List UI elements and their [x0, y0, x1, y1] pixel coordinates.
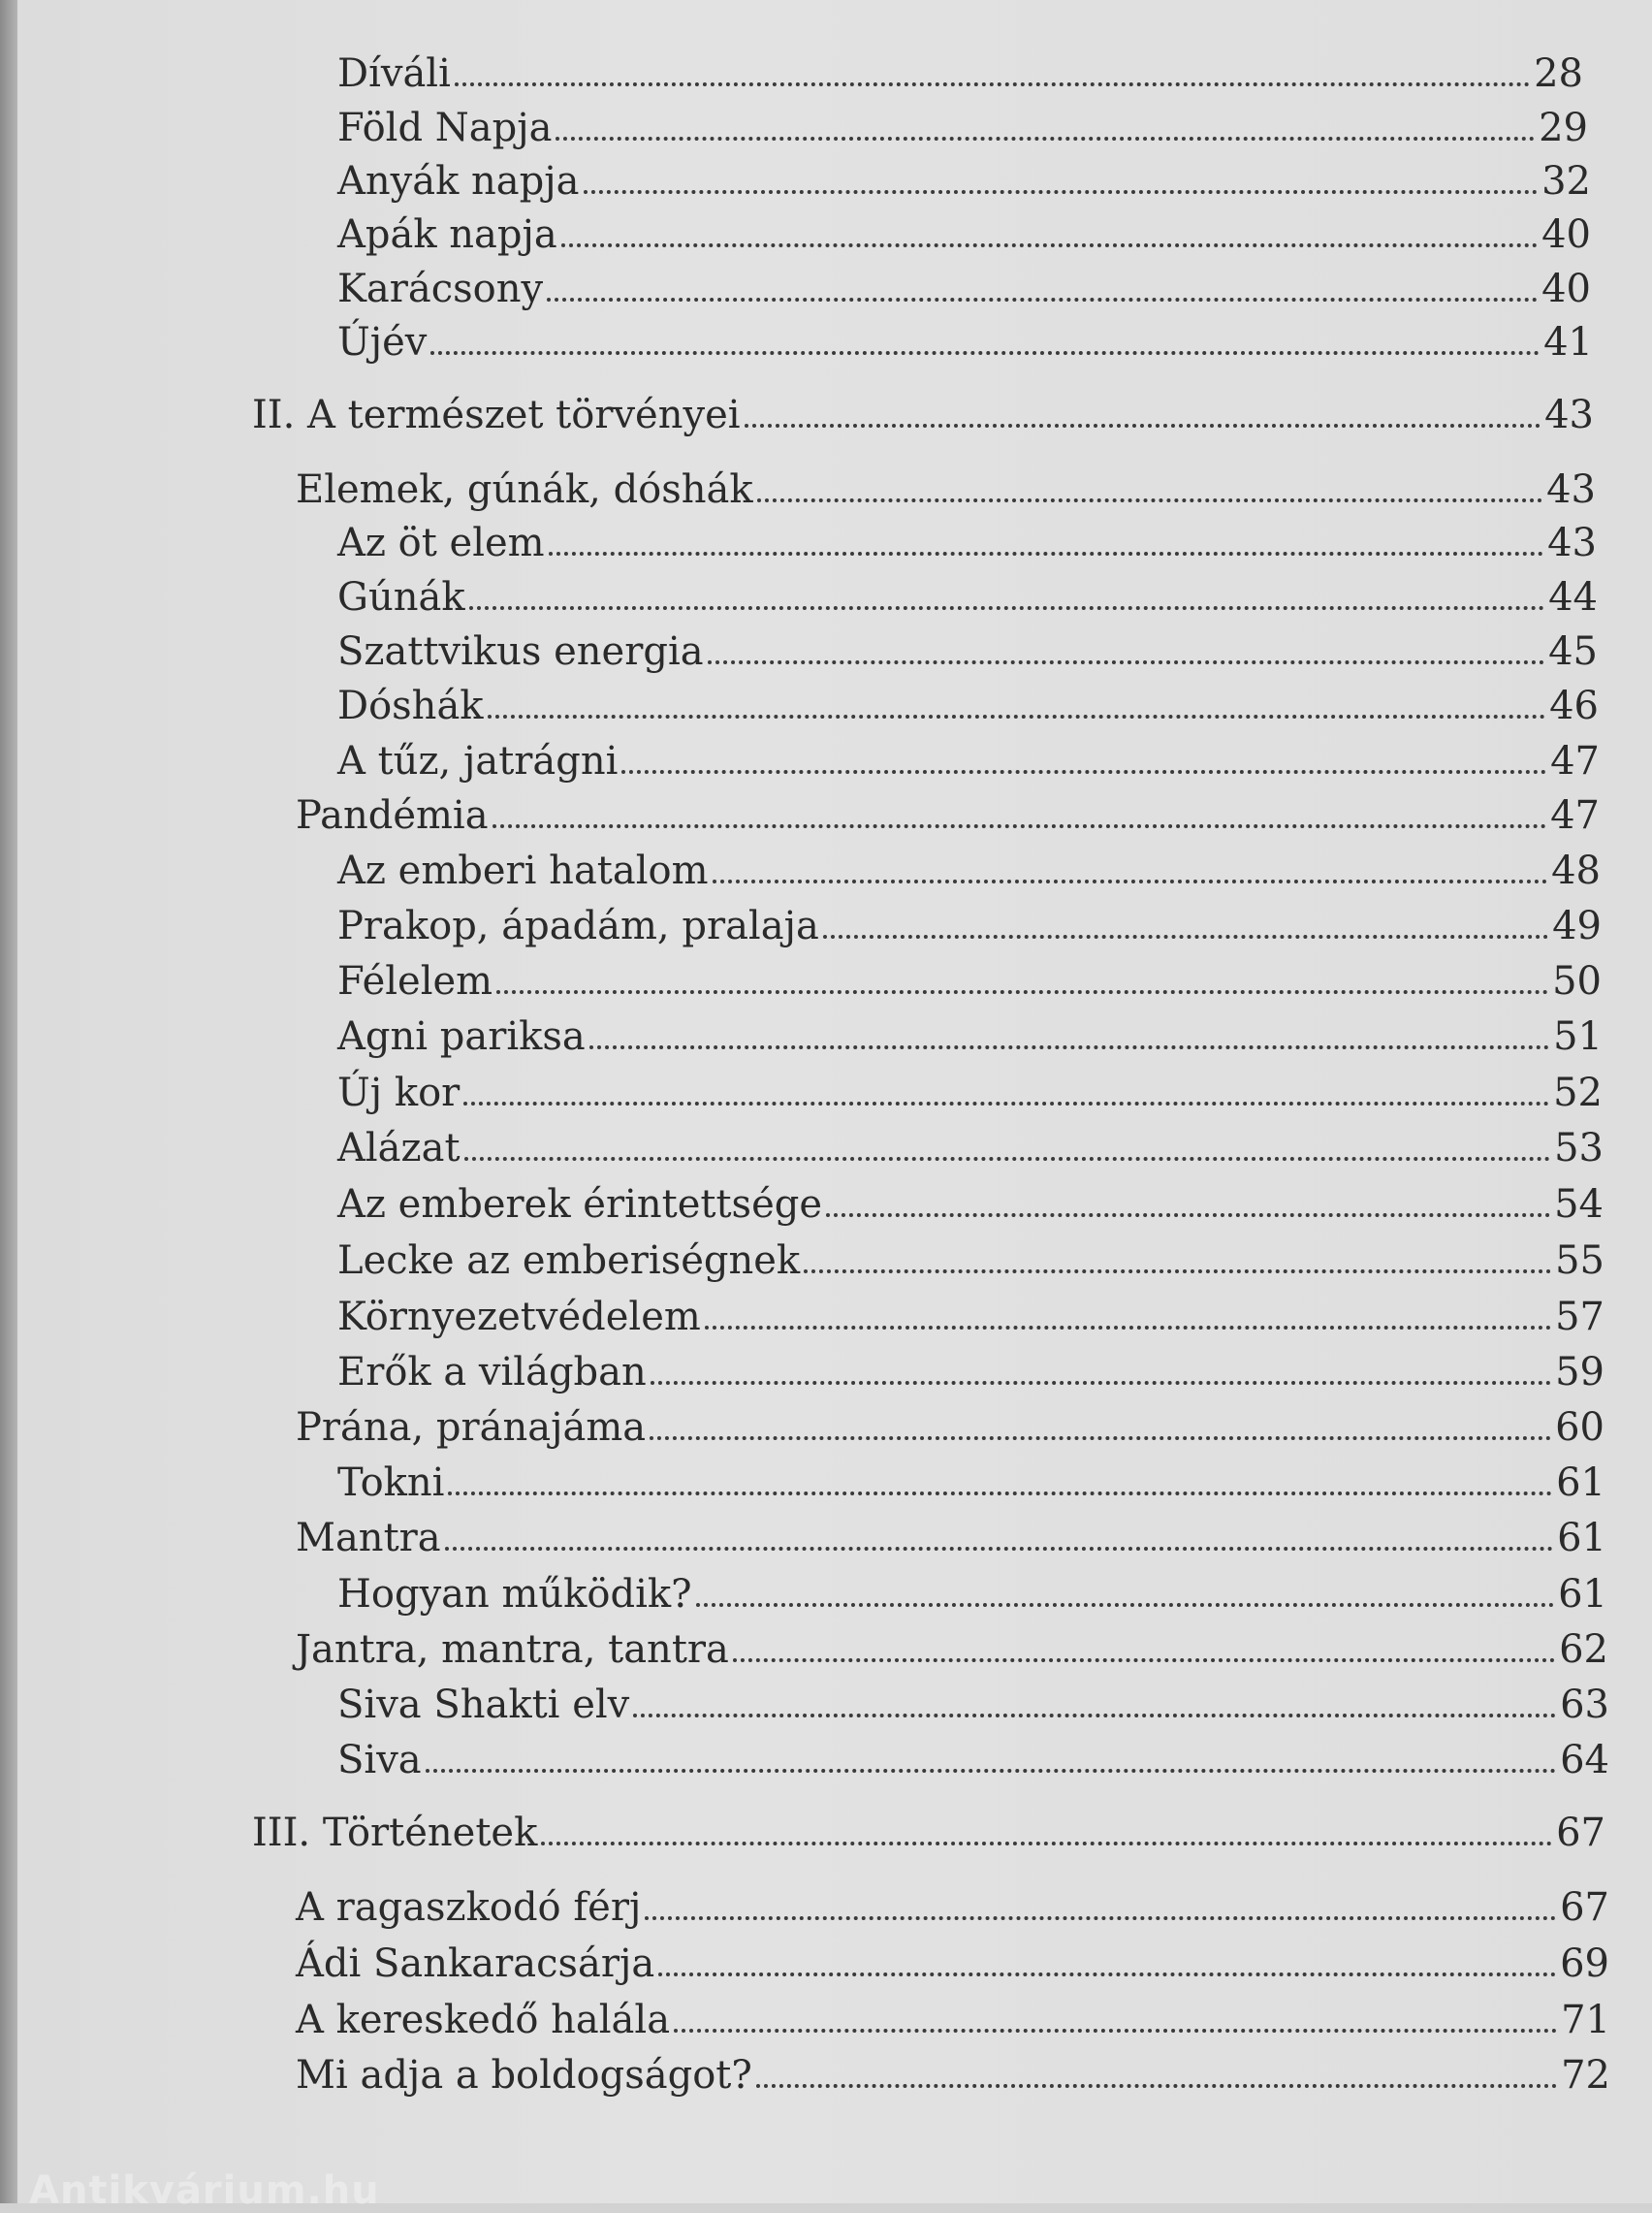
toc-chapter[interactable]: [252, 392, 1594, 438]
toc-entry-title: Föld Napja: [337, 106, 553, 150]
toc-entry[interactable]: [337, 1682, 1609, 1728]
toc-section[interactable]: [296, 1940, 1609, 1987]
toc-entry[interactable]: [337, 574, 1598, 621]
toc-entry-page: 72: [1561, 2053, 1610, 2098]
toc-entry-title: Siva: [337, 1738, 422, 1782]
toc-entry-page: 67: [1556, 1811, 1605, 1855]
dot-leader: [549, 552, 1543, 556]
toc-entry-title: Szattvikus energia: [337, 629, 704, 674]
dot-leader: [823, 935, 1548, 939]
dot-leader: [426, 1769, 1556, 1773]
toc-section[interactable]: [296, 1515, 1606, 1561]
toc-entry-page: 32: [1541, 159, 1591, 204]
toc-entry[interactable]: [337, 958, 1602, 1005]
toc-entry-title: Díváli: [337, 51, 451, 96]
toc-entry-title: Dóshák: [337, 684, 484, 728]
toc-entry-page: 29: [1539, 106, 1588, 150]
toc-section[interactable]: [296, 792, 1600, 839]
dot-leader: [804, 1269, 1551, 1273]
dot-leader: [756, 2084, 1557, 2088]
toc-entry[interactable]: [337, 628, 1598, 675]
toc-entry-title: Siva Shakti elv: [337, 1683, 630, 1727]
toc-entry[interactable]: [337, 738, 1600, 785]
toc-entry[interactable]: [337, 1349, 1604, 1395]
dot-leader: [496, 990, 1548, 994]
toc-entry-title: Anyák napja: [337, 159, 580, 204]
dot-leader: [658, 1972, 1556, 1976]
toc-entry-title: A tűz, jatrágni: [337, 739, 619, 784]
dot-leader: [445, 1547, 1553, 1551]
dot-leader: [430, 351, 1540, 355]
toc-entry-page: 51: [1553, 1014, 1603, 1059]
dot-leader: [826, 1213, 1550, 1217]
toc-entry-page: 57: [1555, 1295, 1604, 1339]
toc-entry-page: 69: [1560, 1941, 1609, 1986]
toc-entry-title: Erők a világban: [337, 1350, 647, 1395]
toc-entry-page: 50: [1552, 959, 1602, 1004]
toc-entry-page: 59: [1555, 1350, 1604, 1395]
toc-entry-title: III. Történetek: [252, 1811, 538, 1855]
toc-entry-page: 53: [1554, 1126, 1604, 1171]
dot-leader: [705, 1326, 1551, 1330]
watermark: Antikvárium.hu: [29, 2168, 380, 2213]
toc-entry-title: Prána, pránajáma: [296, 1405, 647, 1450]
dot-leader: [674, 2029, 1557, 2033]
toc-entry-page: 45: [1548, 629, 1598, 674]
toc-entry[interactable]: [337, 683, 1599, 729]
toc-entry-page: 43: [1547, 521, 1597, 565]
toc-entry[interactable]: [337, 1181, 1604, 1228]
toc-entry-title: Környezetvédelem: [337, 1295, 701, 1339]
toc-entry[interactable]: [337, 1294, 1604, 1340]
toc-entry[interactable]: [337, 211, 1591, 258]
table-of-contents: [17, 0, 1652, 2203]
dot-leader: [561, 243, 1538, 247]
toc-entry[interactable]: [337, 1737, 1609, 1783]
dot-leader: [541, 1842, 1552, 1845]
dot-leader: [733, 1658, 1555, 1662]
toc-entry-title: Agni pariksa: [337, 1014, 586, 1059]
toc-section[interactable]: [296, 2052, 1610, 2099]
toc-entry-title: Tokni: [337, 1460, 445, 1505]
toc-entry[interactable]: [337, 1459, 1605, 1506]
toc-entry-page: 46: [1549, 684, 1599, 728]
toc-section[interactable]: [296, 1626, 1608, 1673]
toc-entry-page: 64: [1560, 1738, 1609, 1782]
toc-entry-title: Elemek, gúnák, dóshák: [296, 467, 753, 512]
toc-entry-title: Hogyan működik?: [337, 1572, 692, 1617]
toc-entry-title: Mantra: [296, 1516, 441, 1560]
dot-leader: [651, 1381, 1551, 1385]
toc-page: [17, 0, 1652, 2203]
toc-entry-page: 43: [1544, 393, 1594, 437]
toc-entry-page: 44: [1548, 575, 1598, 620]
toc-entry-title: Apák napja: [337, 212, 557, 257]
dot-leader: [488, 715, 1546, 719]
toc-entry-title: Pandémia: [296, 793, 489, 838]
toc-entry-page: 47: [1550, 739, 1600, 784]
toc-entry[interactable]: [337, 1013, 1603, 1060]
toc-entry[interactable]: [337, 50, 1583, 97]
toc-entry-page: 40: [1541, 267, 1591, 311]
toc-section[interactable]: [296, 1997, 1610, 2043]
dot-leader: [448, 1491, 1552, 1495]
toc-entry[interactable]: [337, 158, 1591, 205]
toc-entry[interactable]: [337, 266, 1591, 312]
toc-entry-page: 52: [1553, 1071, 1603, 1115]
toc-section[interactable]: [296, 466, 1596, 513]
toc-entry-title: Alázat: [337, 1126, 461, 1171]
toc-entry-title: Az emberi hatalom: [337, 849, 709, 893]
dot-leader: [696, 1603, 1555, 1607]
dot-leader: [455, 82, 1530, 86]
toc-entry-title: Lecke az emberiségnek: [337, 1238, 801, 1283]
dot-leader: [464, 1157, 1551, 1161]
dot-leader: [556, 137, 1535, 141]
toc-entry-page: 61: [1556, 1460, 1605, 1505]
toc-chapter[interactable]: [252, 1810, 1605, 1856]
toc-entry-page: 71: [1561, 1998, 1610, 2042]
dot-leader: [757, 498, 1542, 502]
toc-entry-page: 54: [1554, 1182, 1604, 1227]
toc-entry-title: Karácsony: [337, 267, 544, 311]
toc-entry-page: 47: [1550, 793, 1600, 838]
toc-entry[interactable]: [337, 1125, 1604, 1171]
toc-entry-title: Újév: [337, 320, 428, 365]
dot-leader: [633, 1714, 1556, 1717]
toc-entry[interactable]: [337, 903, 1602, 949]
toc-entry-page: 40: [1541, 212, 1591, 257]
toc-entry-page: 61: [1558, 1572, 1607, 1617]
dot-leader: [469, 606, 1545, 610]
toc-entry-title: Jantra, mantra, tantra: [296, 1627, 729, 1672]
toc-entry-title: Új kor: [337, 1071, 461, 1115]
dot-leader: [621, 770, 1546, 774]
toc-entry-title: Az öt elem: [337, 521, 545, 565]
dot-leader: [745, 424, 1541, 428]
toc-entry-page: 43: [1546, 467, 1596, 512]
toc-entry-page: 62: [1559, 1627, 1608, 1672]
toc-entry-page: 60: [1555, 1405, 1604, 1450]
toc-entry-page: 63: [1560, 1683, 1609, 1727]
dot-leader: [589, 1045, 1549, 1049]
dot-leader: [645, 1916, 1556, 1920]
toc-entry-page: 67: [1560, 1885, 1609, 1930]
toc-entry-page: 61: [1557, 1516, 1606, 1560]
toc-entry[interactable]: [337, 1237, 1604, 1284]
toc-entry-title: A ragaszkodó férj: [296, 1885, 642, 1930]
toc-entry-page: 28: [1534, 51, 1583, 96]
toc-entry-page: 41: [1543, 320, 1593, 365]
toc-entry-page: 48: [1551, 849, 1601, 893]
book-spine-edge: [0, 0, 17, 2203]
toc-entry-title: Gúnák: [337, 575, 465, 620]
dot-leader: [713, 880, 1548, 883]
dot-leader: [708, 660, 1545, 664]
toc-entry-title: Ádi Sankaracsárja: [296, 1941, 655, 1986]
toc-entry-title: Prakop, ápadám, pralaja: [337, 904, 819, 948]
dot-leader: [547, 298, 1538, 302]
toc-entry-page: 49: [1552, 904, 1602, 948]
dot-leader: [584, 190, 1539, 194]
dot-leader: [650, 1436, 1551, 1440]
toc-entry-title: Mi adja a boldogságot?: [296, 2053, 752, 2098]
toc-entry[interactable]: [337, 1070, 1603, 1116]
dot-leader: [492, 824, 1547, 828]
toc-entry[interactable]: [337, 319, 1593, 366]
toc-section[interactable]: [296, 1884, 1609, 1931]
toc-entry[interactable]: [337, 105, 1588, 151]
toc-entry[interactable]: [337, 1571, 1607, 1618]
toc-section[interactable]: [296, 1404, 1604, 1451]
toc-entry-title: Az emberek érintettsége: [337, 1182, 823, 1227]
toc-entry-title: A kereskedő halála: [296, 1998, 671, 2042]
toc-entry-page: 55: [1555, 1238, 1604, 1283]
toc-entry-title: Félelem: [337, 959, 493, 1004]
dot-leader: [463, 1102, 1549, 1106]
toc-entry[interactable]: [337, 848, 1601, 894]
toc-entry-title: II. A természet törvényei: [252, 393, 741, 437]
toc-entry[interactable]: [337, 520, 1597, 566]
